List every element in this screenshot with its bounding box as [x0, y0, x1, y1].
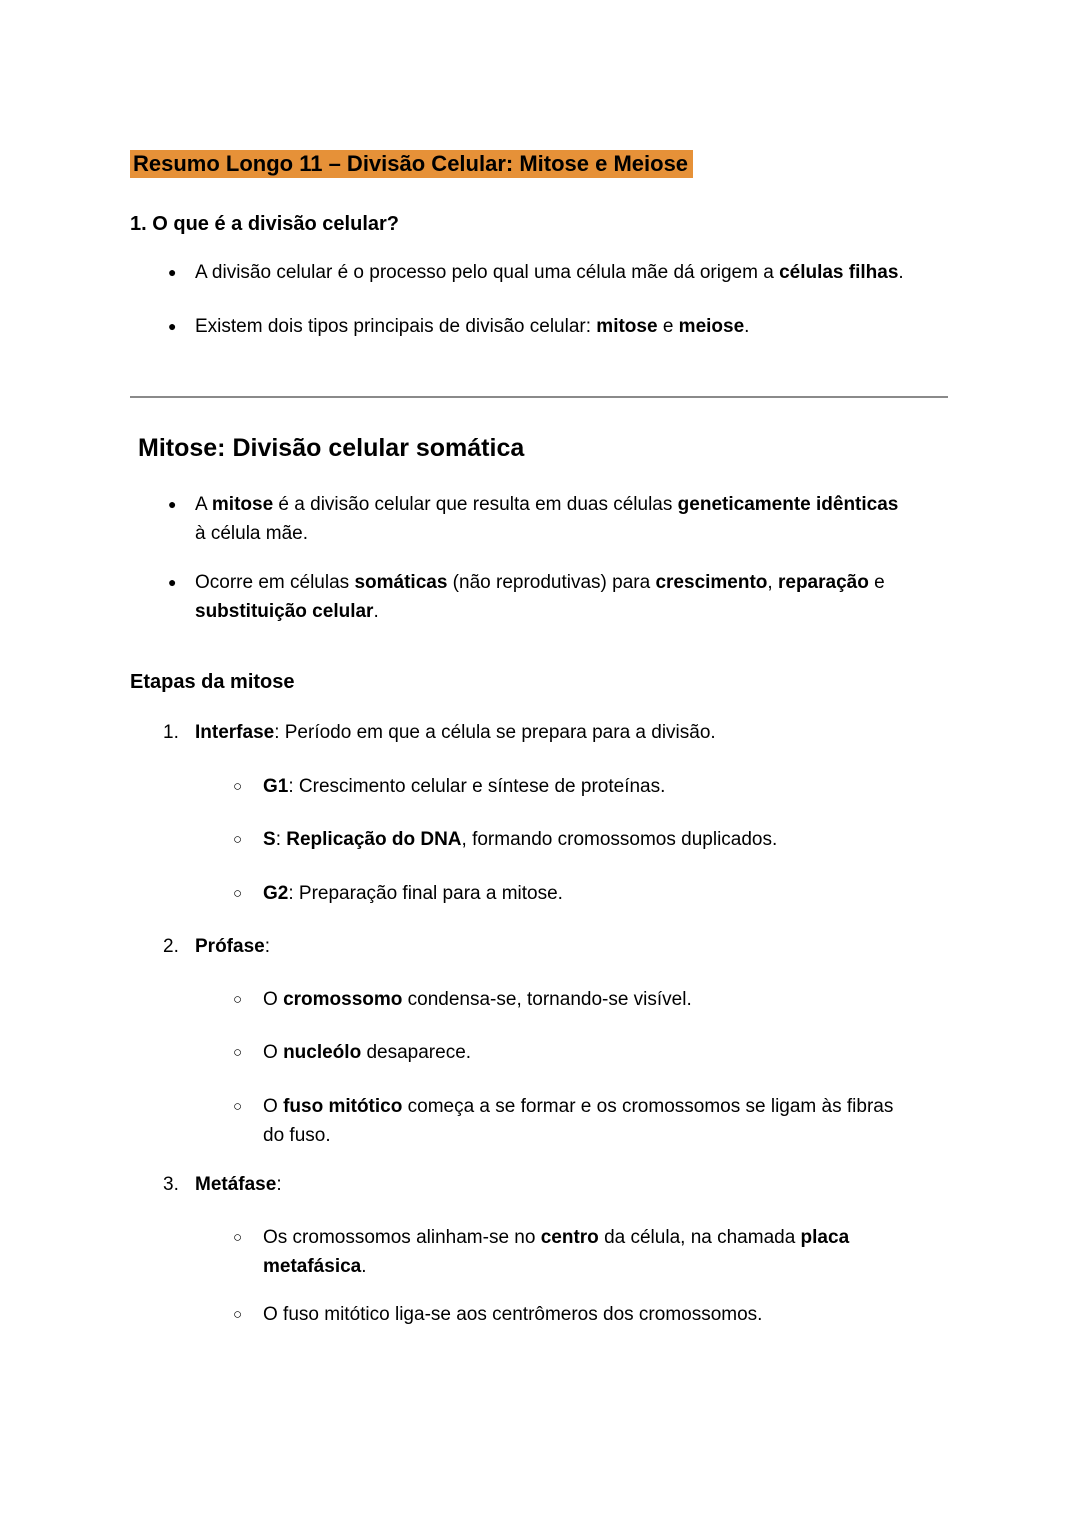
- disc-bullet-icon: ●: [168, 318, 177, 334]
- sub-item: [130, 1223, 950, 1281]
- list-item: [130, 490, 950, 548]
- circle-bullet-icon: ○: [233, 991, 243, 1008]
- list-item-text: A divisão celular é o processo pelo qual uma célula mãe dá origem a células filhas.: [195, 262, 904, 283]
- sub-item: [130, 985, 950, 1014]
- circle-bullet-icon: ○: [233, 885, 243, 902]
- sub-item-text: O fuso mitótico liga-se aos centrômeros dos cromossomos.: [263, 1304, 763, 1325]
- sub-item: [130, 772, 950, 801]
- title-line: [130, 150, 950, 180]
- step-label: Prófase:: [195, 936, 270, 957]
- step-sublist: [130, 772, 950, 908]
- page-title: Resumo Longo 11 – Divisão Celular: Mitose e Meiose: [130, 150, 693, 178]
- circle-bullet-icon: ○: [233, 1044, 243, 1061]
- mitose-heading: Mitose: Divisão celular somática: [138, 434, 525, 462]
- step-sublist: [130, 985, 950, 1150]
- sub-item-text: O nucleólo desaparece.: [263, 1042, 472, 1063]
- disc-bullet-icon: ●: [168, 496, 177, 512]
- step-number: 3.: [163, 1174, 179, 1195]
- circle-bullet-icon: ○: [233, 778, 243, 795]
- mitose-bullet-list: [130, 490, 950, 626]
- sub-item-text: O fuso mitótico começa a se formar e os cromossomos se ligam às fibras do fuso.: [263, 1096, 894, 1146]
- list-item: [130, 568, 950, 626]
- sub-item: [130, 879, 950, 908]
- step-number: 2.: [163, 936, 179, 957]
- disc-bullet-icon: ●: [168, 574, 177, 590]
- sub-item-text: O cromossomo condensa-se, tornando-se visível.: [263, 989, 692, 1010]
- step-item: [130, 932, 950, 961]
- sub-item: [130, 825, 950, 854]
- circle-bullet-icon: ○: [233, 831, 243, 848]
- step-sublist-wrapper: [130, 772, 950, 908]
- step-number: 1.: [163, 722, 179, 743]
- step-item: [130, 718, 950, 747]
- circle-bullet-icon: ○: [233, 1229, 243, 1246]
- intro-heading: 1. O que é a divisão celular?: [130, 213, 399, 235]
- circle-bullet-icon: ○: [233, 1306, 243, 1323]
- list-item-text: A mitose é a divisão celular que resulta em duas células geneticamente idênticas à célula mãe.: [195, 494, 899, 544]
- step-sublist-wrapper: [130, 1223, 950, 1329]
- intro-bullet-list: [130, 258, 950, 341]
- sub-item-text: Os cromossomos alinham-se no centro da célula, na chamada placa metafásica.: [263, 1227, 850, 1277]
- list-item: [130, 312, 950, 341]
- list-item-text: Ocorre em células somáticas (não reprodutivas) para crescimento, reparação e substituição celular.: [195, 572, 885, 622]
- step-sublist-wrapper: [130, 985, 950, 1150]
- disc-bullet-icon: ●: [168, 264, 177, 280]
- sub-item: [130, 1092, 950, 1150]
- steps-heading: Etapas da mitose: [130, 671, 295, 693]
- step-sublist: [130, 1223, 950, 1329]
- step-item: [130, 1170, 950, 1199]
- circle-bullet-icon: ○: [233, 1098, 243, 1115]
- steps-list: [130, 718, 950, 1329]
- sub-item-text: S: Replicação do DNA, formando cromossomos duplicados.: [263, 829, 778, 850]
- list-item: [130, 258, 950, 287]
- sub-item: [130, 1038, 950, 1067]
- sub-item-text: G2: Preparação final para a mitose.: [263, 883, 563, 904]
- step-label: Interfase: Período em que a célula se prepara para a divisão.: [195, 722, 716, 743]
- list-item-text: Existem dois tipos principais de divisão celular: mitose e meiose.: [195, 316, 750, 337]
- sub-item: [130, 1300, 950, 1329]
- horizontal-divider: [130, 396, 948, 398]
- step-label: Metáfase:: [195, 1174, 282, 1195]
- sub-item-text: G1: Crescimento celular e síntese de proteínas.: [263, 776, 666, 797]
